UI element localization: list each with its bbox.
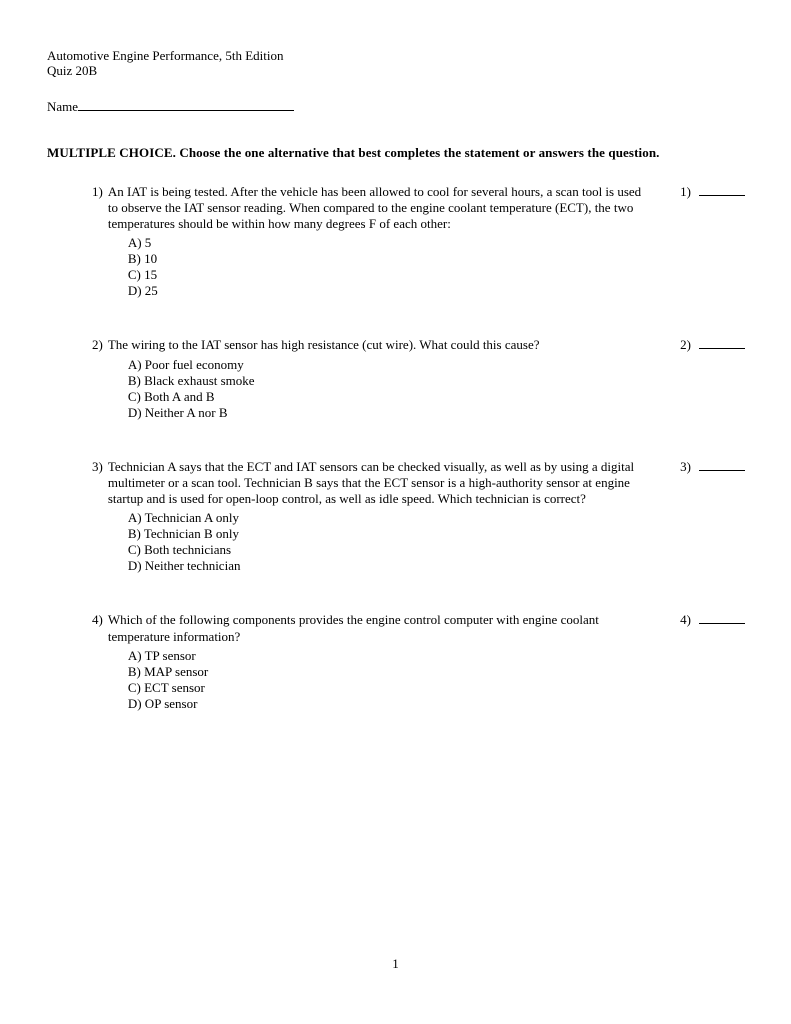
question-text: Technician A says that the ECT and IAT sensors can be checked visually, as well as by using a digital multimeter or a scan tool. Technician B says that the ECT sensor is a high-authority sensor at engine startup and is used for open-loop control, as well as idle speed. Which technician is correct? — [107, 458, 635, 506]
choice-d: D) OP sensor — [127, 695, 198, 711]
answer-blank-line — [699, 337, 745, 349]
name-label: Name — [47, 99, 79, 114]
choice-d: D) Neither technician — [127, 558, 241, 574]
answer-label: 1) — [680, 183, 691, 199]
questions-list — [47, 184, 745, 712]
question-content — [108, 184, 648, 300]
choice-c: C) Both technicians — [127, 542, 232, 558]
name-blank-line — [78, 98, 294, 111]
answer-blank-line — [699, 184, 745, 196]
choices — [128, 357, 648, 421]
choice-b: B) MAP sensor — [127, 663, 209, 679]
answer-label: 2) — [680, 337, 691, 353]
question-text: The wiring to the IAT sensor has high resistance (cut wire). What could this cause? — [107, 337, 540, 353]
answer-blank-line — [699, 459, 745, 471]
question-3 — [47, 459, 745, 575]
choice-c: C) Both A and B — [127, 388, 215, 404]
choice-b: B) Black exhaust smoke — [127, 372, 255, 388]
choice-a: A) Technician A only — [127, 510, 239, 526]
question-2 — [47, 337, 745, 420]
choice-d: D) Neither A nor B — [127, 404, 228, 420]
answer-slot-2 — [680, 337, 745, 353]
question-4-body — [92, 612, 648, 712]
choice-d: D) 25 — [127, 283, 158, 299]
answer-blank-line — [699, 612, 745, 624]
question-content — [108, 337, 648, 420]
answer-label: 3) — [680, 458, 691, 474]
choice-a: A) TP sensor — [127, 647, 196, 663]
name-line — [47, 98, 745, 115]
choices — [128, 648, 648, 712]
section-heading: MULTIPLE CHOICE. Choose the one alternative that best completes the statement or answers the question. — [47, 145, 660, 161]
question-4 — [47, 612, 745, 712]
document-header — [47, 48, 745, 78]
question-content — [108, 612, 648, 712]
choice-c: C) 15 — [127, 267, 158, 283]
question-number: 1) — [92, 183, 103, 199]
page-number: 1 — [392, 955, 399, 971]
answer-slot-3 — [680, 459, 745, 475]
question-text: An IAT is being tested. After the vehicle has been allowed to cool for several hours, a scan tool is used to observe the IAT sensor reading. When compared to the engine coolant temperature (ECT), the two temperatures should be within how many degrees F of each other: — [107, 183, 642, 231]
question-number: 4) — [92, 612, 103, 628]
choice-b: B) 10 — [127, 251, 158, 267]
choices — [128, 235, 648, 299]
choices — [128, 510, 648, 574]
choice-c: C) ECT sensor — [127, 679, 205, 695]
question-number: 2) — [92, 337, 103, 353]
choice-a: A) Poor fuel economy — [127, 356, 244, 372]
document-title: Automotive Engine Performance, 5th Edition — [47, 48, 284, 63]
answer-slot-1 — [680, 184, 745, 200]
question-number: 3) — [92, 458, 103, 474]
question-3-body — [92, 459, 648, 575]
question-2-body — [92, 337, 648, 420]
question-content — [108, 459, 648, 575]
choice-a: A) 5 — [127, 235, 152, 251]
question-1-body — [92, 184, 648, 300]
quiz-number: Quiz 20B — [47, 63, 98, 78]
answer-slot-4 — [680, 612, 745, 628]
question-text: Which of the following components provides the engine control computer with engine coolant temperature information? — [107, 612, 599, 644]
answer-label: 4) — [680, 612, 691, 628]
choice-b: B) Technician B only — [127, 526, 239, 542]
question-1 — [47, 184, 745, 300]
